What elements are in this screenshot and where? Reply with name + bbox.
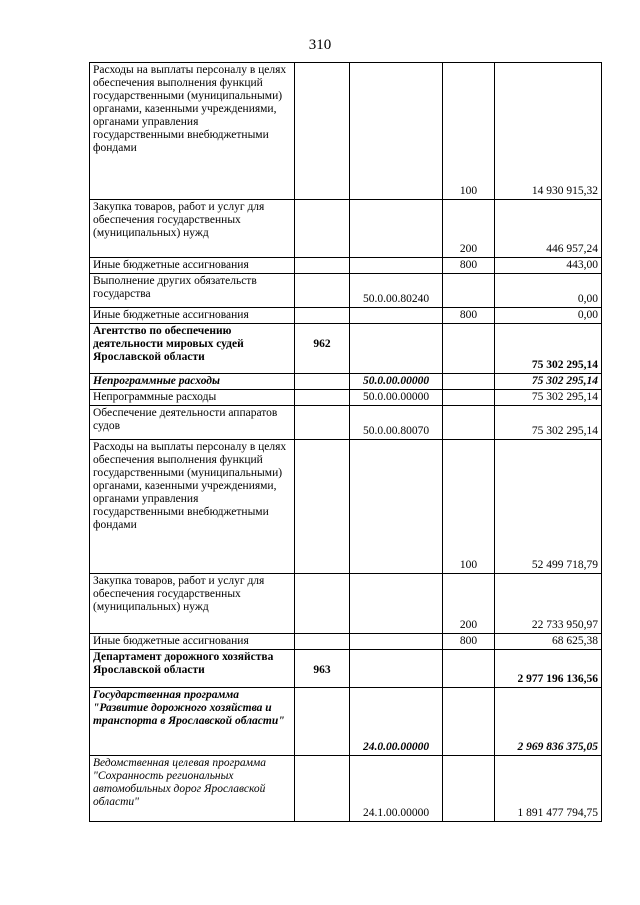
row-name-cell: Иные бюджетные ассигнования — [90, 258, 295, 274]
row-ved-cell — [295, 756, 350, 822]
budget-table — [89, 62, 602, 822]
row-ved-cell — [295, 200, 350, 258]
row-sum-cell: 22 733 950,97 — [495, 574, 602, 634]
row-ved-cell — [295, 688, 350, 756]
row-vr-cell — [443, 324, 495, 374]
row-vr-cell: 200 — [443, 574, 495, 634]
budget-table-body — [90, 63, 602, 822]
table-row — [90, 634, 602, 650]
row-ved-cell — [295, 258, 350, 274]
row-cs-cell — [350, 258, 443, 274]
table-row — [90, 324, 602, 374]
table-row — [90, 650, 602, 688]
row-cs-cell: 50.0.00.80240 — [350, 274, 443, 308]
table-row — [90, 574, 602, 634]
row-ved-cell — [295, 574, 350, 634]
row-sum-cell: 75 302 295,14 — [495, 406, 602, 440]
row-sum-cell: 14 930 915,32 — [495, 63, 602, 200]
row-vr-cell: 800 — [443, 634, 495, 650]
table-row — [90, 274, 602, 308]
row-name-cell: Департамент дорожного хозяйства Ярославской области — [90, 650, 295, 688]
row-sum-cell: 52 499 718,79 — [495, 440, 602, 574]
row-vr-cell — [443, 390, 495, 406]
row-ved-cell — [295, 63, 350, 200]
row-ved-cell — [295, 440, 350, 574]
row-vr-cell — [443, 406, 495, 440]
table-row — [90, 258, 602, 274]
row-name-cell: Расходы на выплаты персоналу в целях обеспечения выполнения функций государственными (муниципальными) органами, казенными учреждениями, органами управления государственными внебюджетными фондами — [90, 63, 295, 200]
row-cs-cell: 50.0.00.00000 — [350, 374, 443, 390]
row-name-cell: Закупка товаров, работ и услуг для обеспечения государственных (муниципальных) нужд — [90, 574, 295, 634]
row-name-cell: Закупка товаров, работ и услуг для обеспечения государственных (муниципальных) нужд — [90, 200, 295, 258]
row-vr-cell: 100 — [443, 440, 495, 574]
row-cs-cell: 24.1.00.00000 — [350, 756, 443, 822]
row-name-cell: Иные бюджетные ассигнования — [90, 308, 295, 324]
row-vr-cell — [443, 274, 495, 308]
row-sum-cell: 0,00 — [495, 274, 602, 308]
row-cs-cell — [350, 324, 443, 374]
row-cs-cell — [350, 200, 443, 258]
row-cs-cell: 50.0.00.80070 — [350, 406, 443, 440]
row-sum-cell: 443,00 — [495, 258, 602, 274]
row-name-cell: Агентство по обеспечению деятельности мировых судей Ярославской области — [90, 324, 295, 374]
row-ved-cell — [295, 390, 350, 406]
row-vr-cell — [443, 374, 495, 390]
row-name-cell: Выполнение других обязательств государства — [90, 274, 295, 308]
row-name-cell: Иные бюджетные ассигнования — [90, 634, 295, 650]
page-number: 310 — [308, 37, 332, 53]
row-sum-cell: 75 302 295,14 — [495, 374, 602, 390]
row-ved-cell: 962 — [295, 324, 350, 374]
row-vr-cell: 800 — [443, 258, 495, 274]
row-cs-cell — [350, 440, 443, 574]
row-sum-cell: 0,00 — [495, 308, 602, 324]
table-row — [90, 406, 602, 440]
table-row — [90, 308, 602, 324]
row-sum-cell: 446 957,24 — [495, 200, 602, 258]
table-row — [90, 440, 602, 574]
row-name-cell: Расходы на выплаты персоналу в целях обеспечения выполнения функций государственными (муниципальными) органами, казенными учреждениями, органами управления государственными внебюджетными фондами — [90, 440, 295, 574]
row-ved-cell: 963 — [295, 650, 350, 688]
row-sum-cell: 2 977 196 136,56 — [495, 650, 602, 688]
row-cs-cell — [350, 650, 443, 688]
table-row — [90, 374, 602, 390]
row-cs-cell: 50.0.00.00000 — [350, 390, 443, 406]
row-vr-cell: 200 — [443, 200, 495, 258]
table-row — [90, 200, 602, 258]
table-row — [90, 688, 602, 756]
row-ved-cell — [295, 308, 350, 324]
row-sum-cell: 2 969 836 375,05 — [495, 688, 602, 756]
row-name-cell: Обеспечение деятельности аппаратов судов — [90, 406, 295, 440]
row-name-cell: Непрограммные расходы — [90, 390, 295, 406]
table-row — [90, 390, 602, 406]
row-cs-cell — [350, 574, 443, 634]
row-ved-cell — [295, 374, 350, 390]
table-row — [90, 63, 602, 200]
row-cs-cell — [350, 63, 443, 200]
row-sum-cell: 75 302 295,14 — [495, 324, 602, 374]
row-sum-cell: 75 302 295,14 — [495, 390, 602, 406]
row-vr-cell: 100 — [443, 63, 495, 200]
row-cs-cell — [350, 308, 443, 324]
row-ved-cell — [295, 274, 350, 308]
row-cs-cell: 24.0.00.00000 — [350, 688, 443, 756]
row-vr-cell — [443, 650, 495, 688]
row-vr-cell — [443, 756, 495, 822]
row-vr-cell: 800 — [443, 308, 495, 324]
table-row — [90, 756, 602, 822]
row-sum-cell: 1 891 477 794,75 — [495, 756, 602, 822]
row-vr-cell — [443, 688, 495, 756]
row-name-cell: Государственная программа "Развитие дорожного хозяйства и транспорта в Ярославской области" — [90, 688, 295, 756]
row-cs-cell — [350, 634, 443, 650]
row-name-cell: Ведомственная целевая программа "Сохранность региональных автомобильных дорог Ярославской области" — [90, 756, 295, 822]
row-ved-cell — [295, 406, 350, 440]
row-name-cell: Непрограммные расходы — [90, 374, 295, 390]
row-ved-cell — [295, 634, 350, 650]
row-sum-cell: 68 625,38 — [495, 634, 602, 650]
